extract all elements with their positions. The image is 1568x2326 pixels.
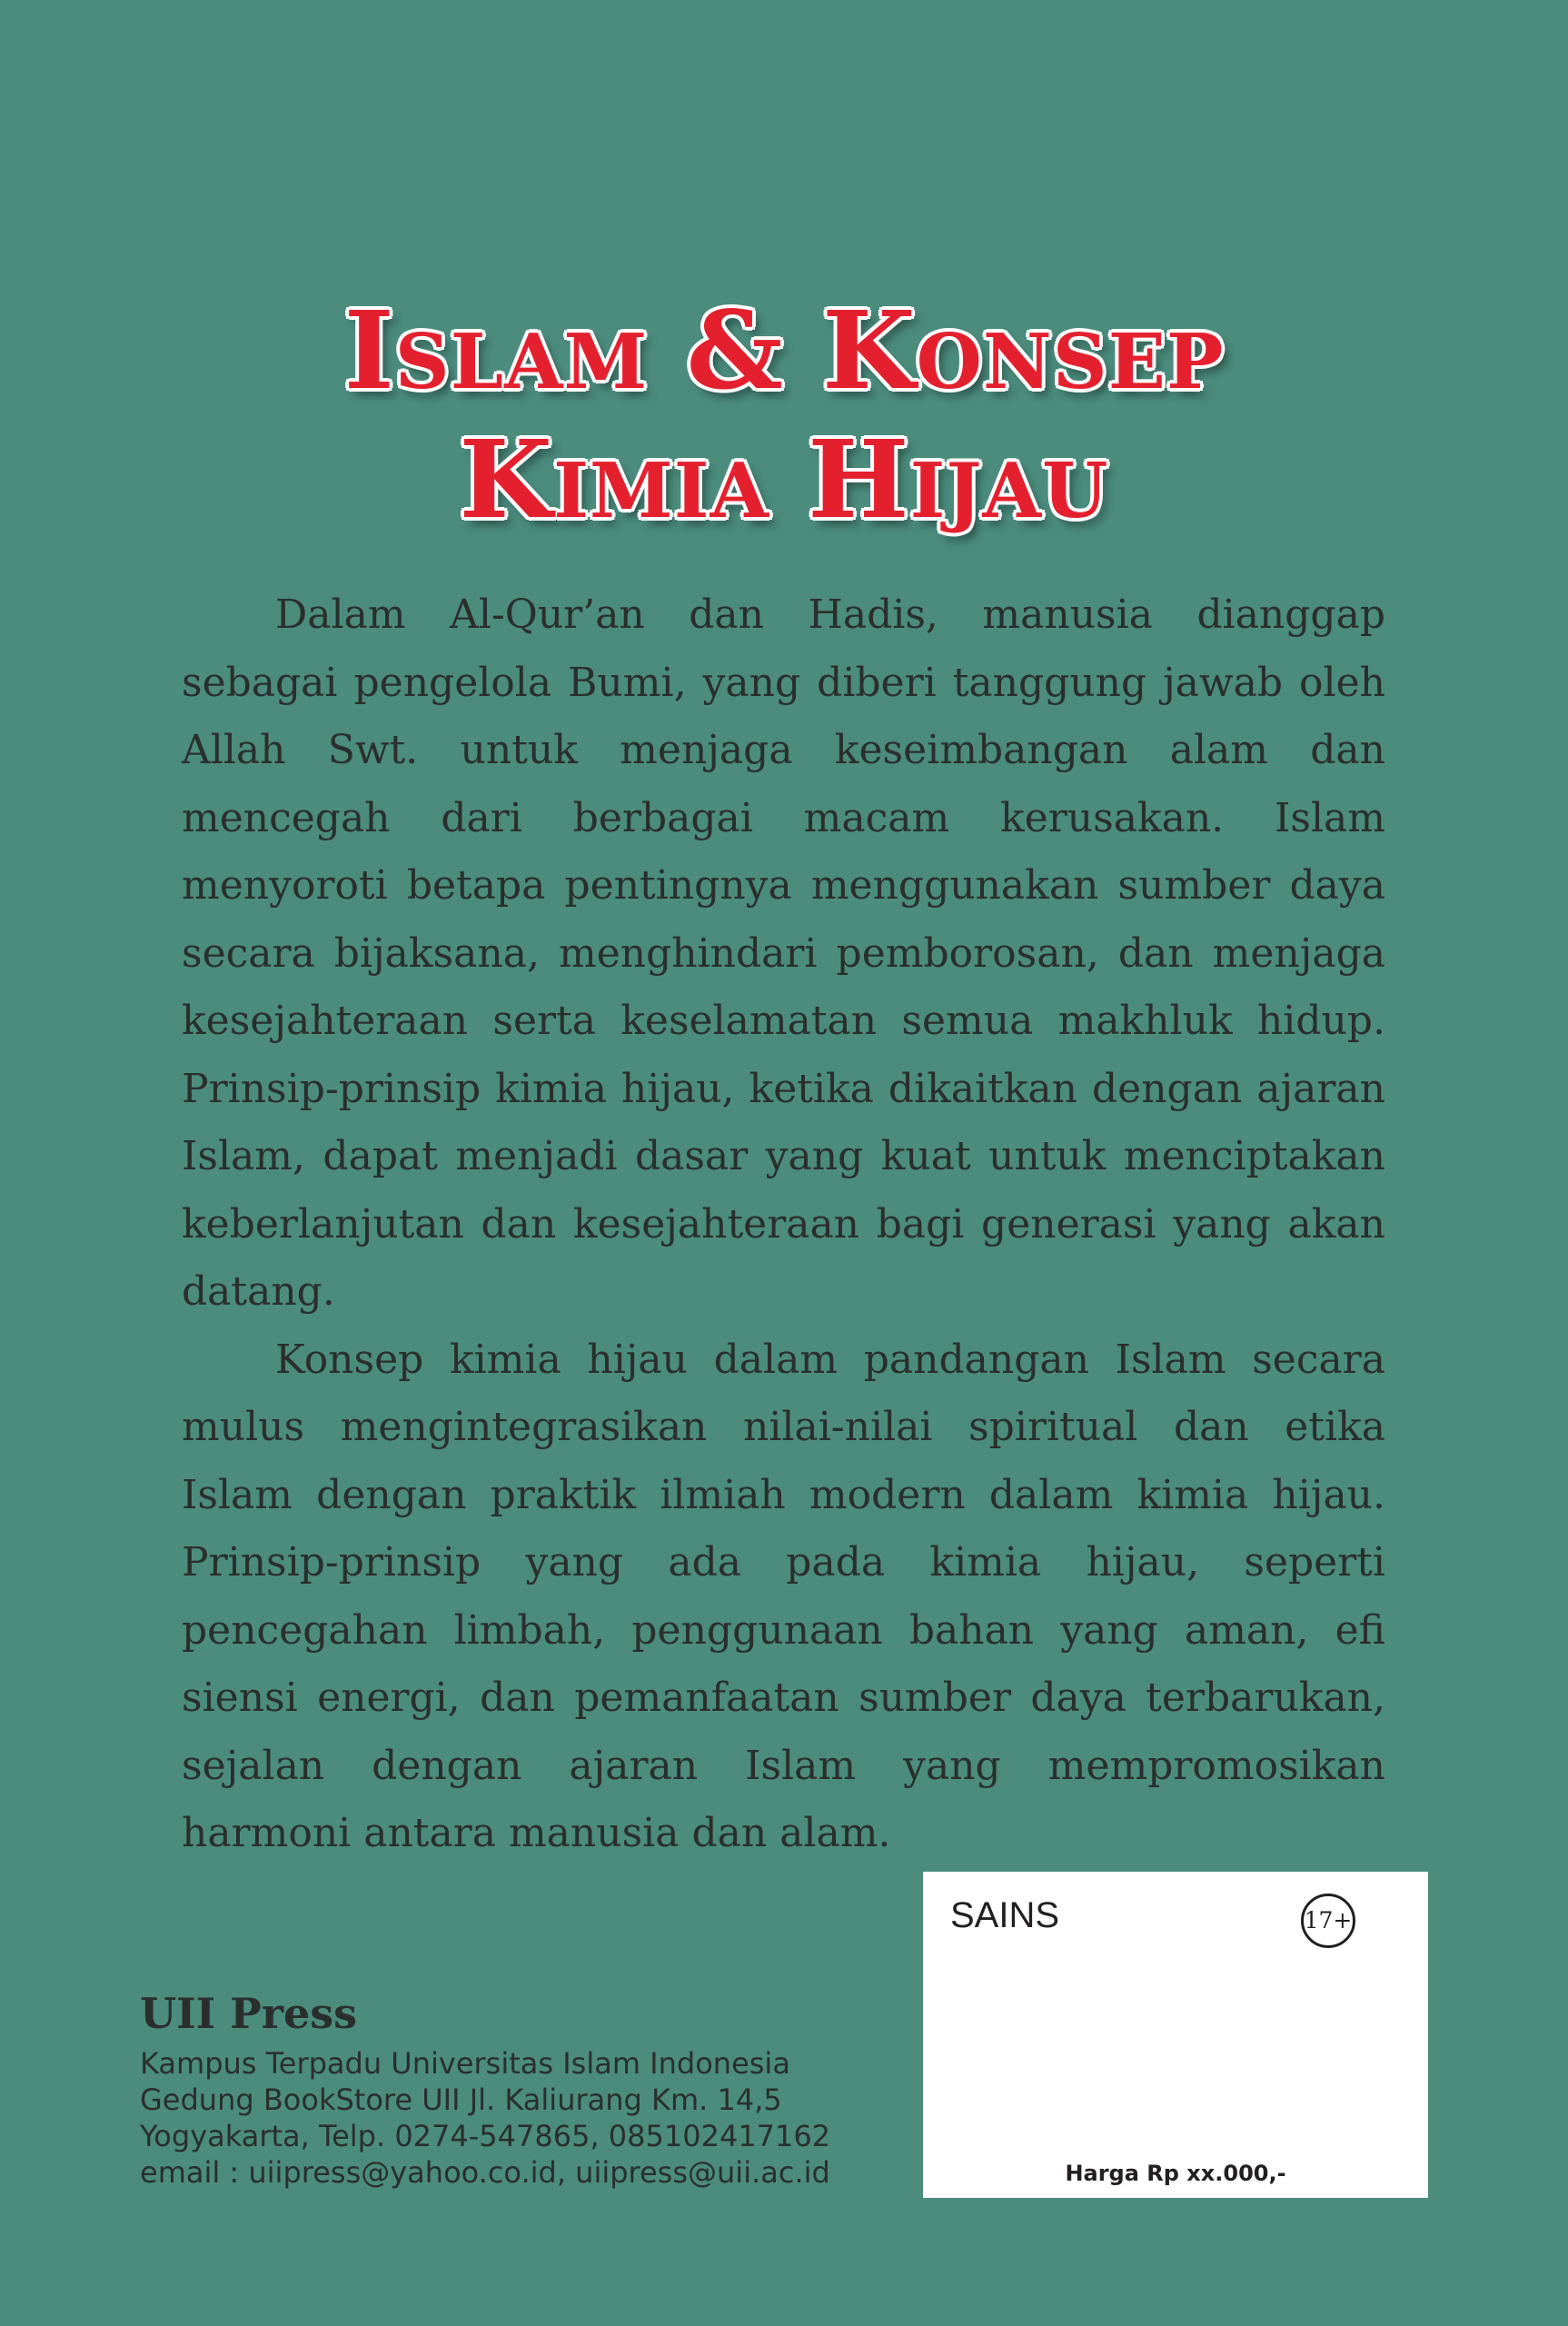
book-title-line-1: Islam & Konsep (343, 287, 1225, 413)
book-title-line-2: Kimia Hijau (459, 416, 1109, 542)
publisher-address-line-3: Yogyakarta, Telp. 0274-547865, 085102417162 (140, 2119, 831, 2153)
book-title (0, 286, 1568, 544)
publisher-email-line: email : uiipress@yahoo.co.id, uiipress@uii.ac.id (140, 2155, 830, 2190)
blurb-text (182, 582, 1385, 1868)
category-label: SAINS (950, 1895, 1060, 1935)
publisher-info (140, 1985, 921, 2191)
publisher-address-line-1: Kampus Terpadu Universitas Islam Indonesia (140, 2046, 790, 2081)
blurb-paragraph-2: Konsep kimia hijau dalam pandangan Islam secara mulus mengintegrasikan nilai-nilai spiritual dan etika Islam dengan praktik ilmiah modern dalam kimia hijau. Prinsip-prinsip yang ada pada kimia hijau, seperti pencegahan limbah, penggunaan bahan yang aman, efi siensi energi, dan pemanfaatan sumber daya terbarukan, sejalan dengan ajaran Islam yang mempromosikan harmoni antara manusia dan alam. (182, 1336, 1385, 1856)
category-price-box (923, 1872, 1428, 2198)
blurb-paragraph-1: Dalam Al-Qur’an dan Hadis, manusia dianggap sebagai pengelola Bumi, yang diberi tanggung jawab oleh Allah Swt. untuk menjaga keseimbangan alam dan mencegah dari berbagai macam kerusakan. Islam menyoroti betapa pentingnya menggunakan sumber daya secara bijaksana, menghindari pemborosan, dan menjaga kesejahteraan serta keselamatan semua makhluk hidup. Prinsip-prinsip kimia hijau, ketika dikaitkan dengan ajaran Islam, dapat menjadi dasar yang kuat untuk menciptakan keberlanjutan dan kesejahteraan bagi generasi yang akan datang. (182, 591, 1385, 1315)
publisher-address-line-2: Gedung BookStore UII Jl. Kaliurang Km. 14,5 (140, 2082, 782, 2117)
publisher-name: UII Press (140, 1989, 358, 2038)
age-rating-badge: 17+ (1301, 1894, 1355, 1948)
price-label: Harga Rp xx.000,- (1065, 2161, 1286, 2186)
